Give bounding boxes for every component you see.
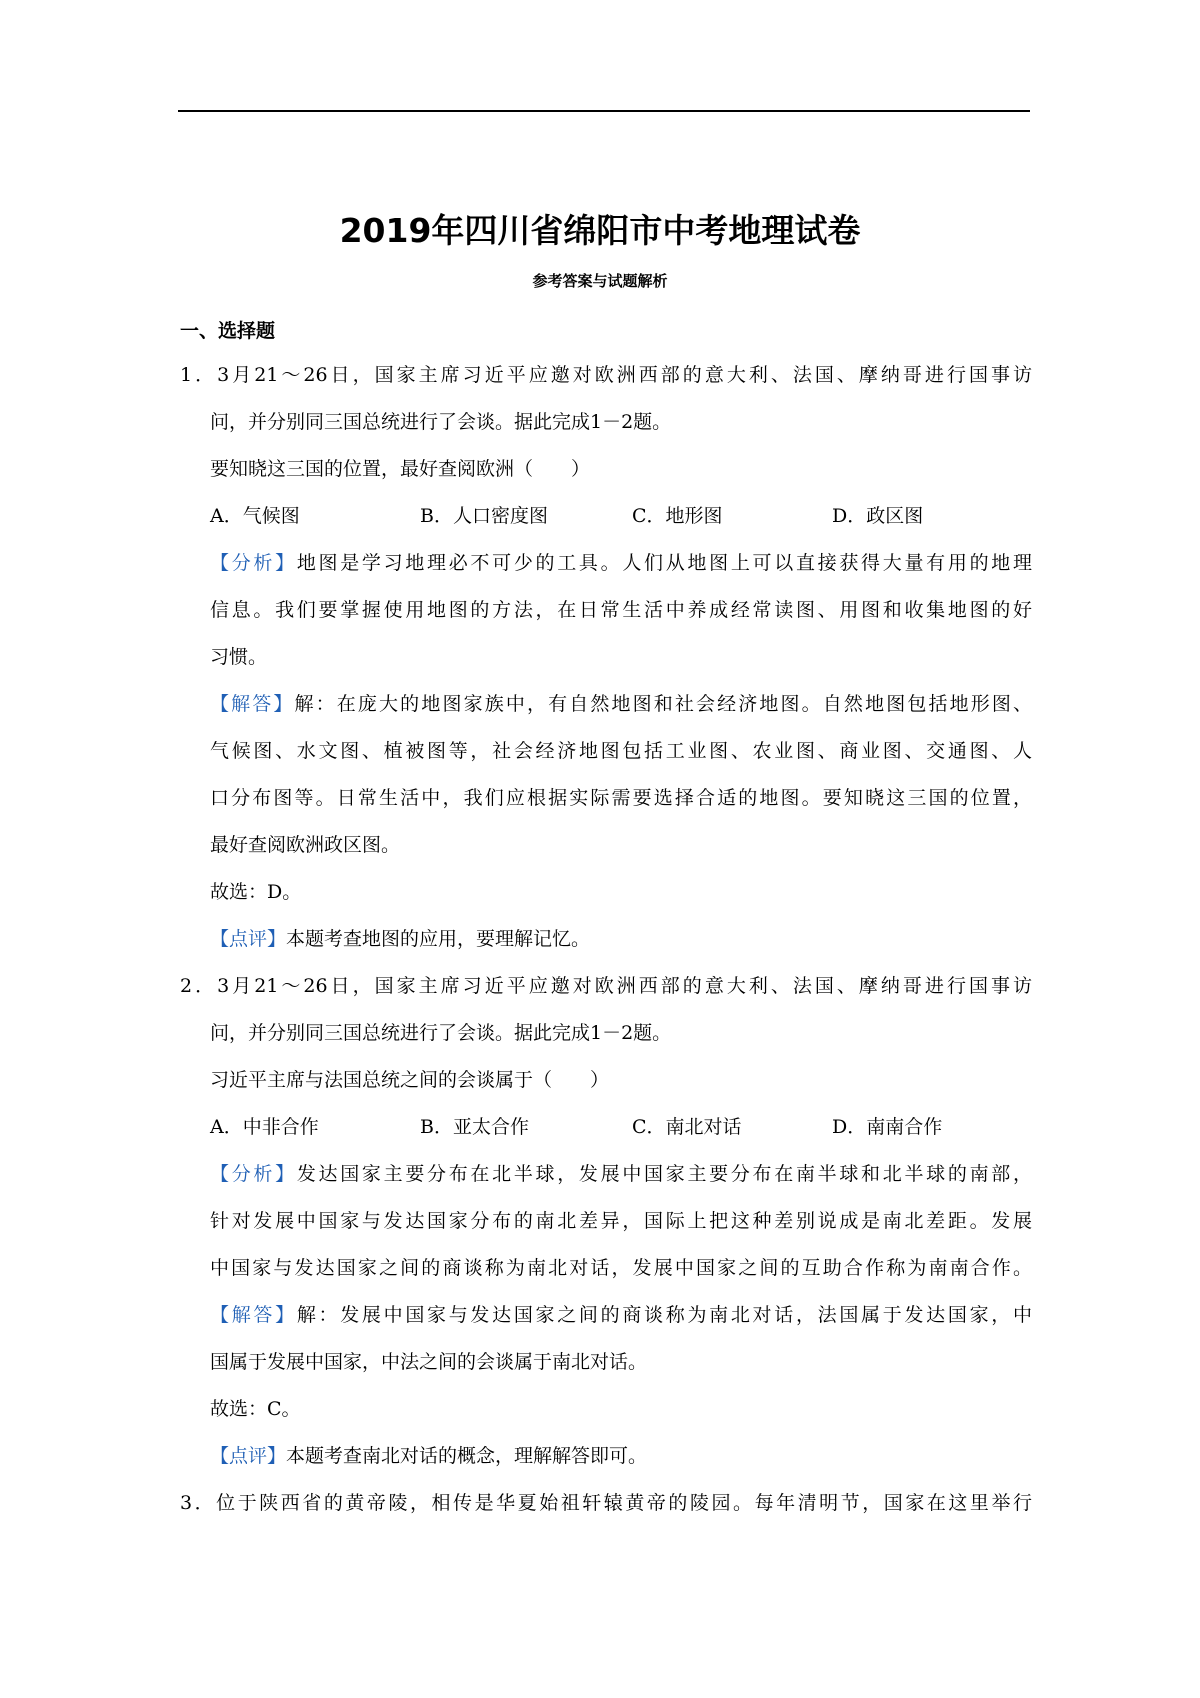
answer-line: 最好查阅欧洲政区图。 (210, 834, 401, 856)
option-b: B．人口密度图 (420, 505, 548, 527)
document-body (180, 352, 1032, 1527)
comment-tag: 【点评】 (210, 928, 287, 950)
question-stem-line: 3．位于陕西省的黄帝陵，相传是华夏始祖轩辕黄帝的陵园。每年清明节，国家在这里举行 (180, 1492, 1032, 1514)
answer-text: 解：发展中国家与发达国家之间的商谈称为南北对话，法国属于发达国家，中 (296, 1304, 1032, 1326)
analysis-line: 中国家与发达国家之间的商谈称为南北对话，发展中国家之间的互助合作称为南南合作。 (210, 1257, 1032, 1279)
answer-line (180, 1292, 1032, 1339)
option-d: D．南南合作 (832, 1116, 943, 1138)
analysis-tag: 【分析】 (210, 1163, 297, 1185)
answer-text: 解：在庞大的地图家族中，有自然地图和社会经济地图。自然地图包括地形图、 (294, 693, 1032, 715)
analysis-line: 习惯。 (210, 646, 268, 668)
option-d: D．政区图 (832, 505, 924, 527)
answer-line (180, 681, 1032, 728)
option-a: A．气候图 (210, 505, 300, 527)
question-stem-line: 2．3月21～26日，国家主席习近平应邀对欧洲西部的意大利、法国、摩纳哥进行国事访 (180, 975, 1032, 997)
options-row (180, 1104, 1032, 1151)
analysis-text: 发达国家主要分布在北半球，发展中国家主要分布在南半球和北半球的南部， (296, 1163, 1032, 1185)
comment-line (180, 1433, 1032, 1480)
question-stem-line: 问，并分别同三国总统进行了会谈。据此完成1－2题。 (210, 411, 672, 433)
answer-choice: 故选：C。 (210, 1398, 301, 1420)
question-1 (180, 352, 1032, 963)
analysis-line (180, 540, 1032, 587)
question-text: 要知晓这三国的位置，最好查阅欧洲（ ） (210, 458, 591, 480)
answer-tag: 【解答】 (210, 1304, 297, 1326)
question-stem-line: 1．3月21～26日，国家主席习近平应邀对欧洲西部的意大利、法国、摩纳哥进行国事访 (180, 364, 1032, 386)
comment-text: 本题考查南北对话的概念，理解解答即可。 (286, 1445, 648, 1467)
page-subtitle: 参考答案与试题解析 (532, 272, 668, 290)
answer-line: 口分布图等。日常生活中，我们应根据实际需要选择合适的地图。要知晓这三国的位置， (210, 787, 1032, 809)
comment-tag: 【点评】 (210, 1445, 287, 1467)
option-c: C．南北对话 (632, 1116, 742, 1138)
analysis-tag: 【分析】 (210, 552, 297, 574)
question-2 (180, 963, 1032, 1480)
analysis-line (180, 1151, 1032, 1198)
comment-text: 本题考查地图的应用，要理解记忆。 (286, 928, 591, 950)
question-stem-line: 问，并分别同三国总统进行了会谈。据此完成1－2题。 (210, 1022, 672, 1044)
option-b: B．亚太合作 (420, 1116, 529, 1138)
section-title: 一、选择题 (180, 320, 276, 342)
question-text: 习近平主席与法国总统之间的会谈属于（ ） (210, 1069, 610, 1091)
analysis-line: 信息。我们要掌握使用地图的方法，在日常生活中养成经常读图、用图和收集地图的好 (210, 599, 1032, 621)
analysis-text: 地图是学习地理必不可少的工具。人们从地图上可以直接获得大量有用的地理 (296, 552, 1032, 574)
options-row (180, 493, 1032, 540)
answer-line: 国属于发展中国家，中法之间的会谈属于南北对话。 (210, 1351, 648, 1373)
answer-choice: 故选：D。 (210, 881, 302, 903)
answer-tag: 【解答】 (210, 693, 295, 715)
answer-line: 气候图、水文图、植被图等，社会经济地图包括工业图、农业图、商业图、交通图、人 (210, 740, 1032, 762)
page-title: 2019年四川省绵阳市中考地理试卷 (339, 211, 861, 250)
question-3 (180, 1480, 1032, 1527)
option-a: A．中非合作 (210, 1116, 319, 1138)
option-c: C．地形图 (632, 505, 723, 527)
comment-line (180, 916, 1032, 963)
analysis-line: 针对发展中国家与发达国家分布的南北差异，国际上把这种差别说成是南北差距。发展 (210, 1210, 1032, 1232)
header-rule (178, 110, 1030, 112)
